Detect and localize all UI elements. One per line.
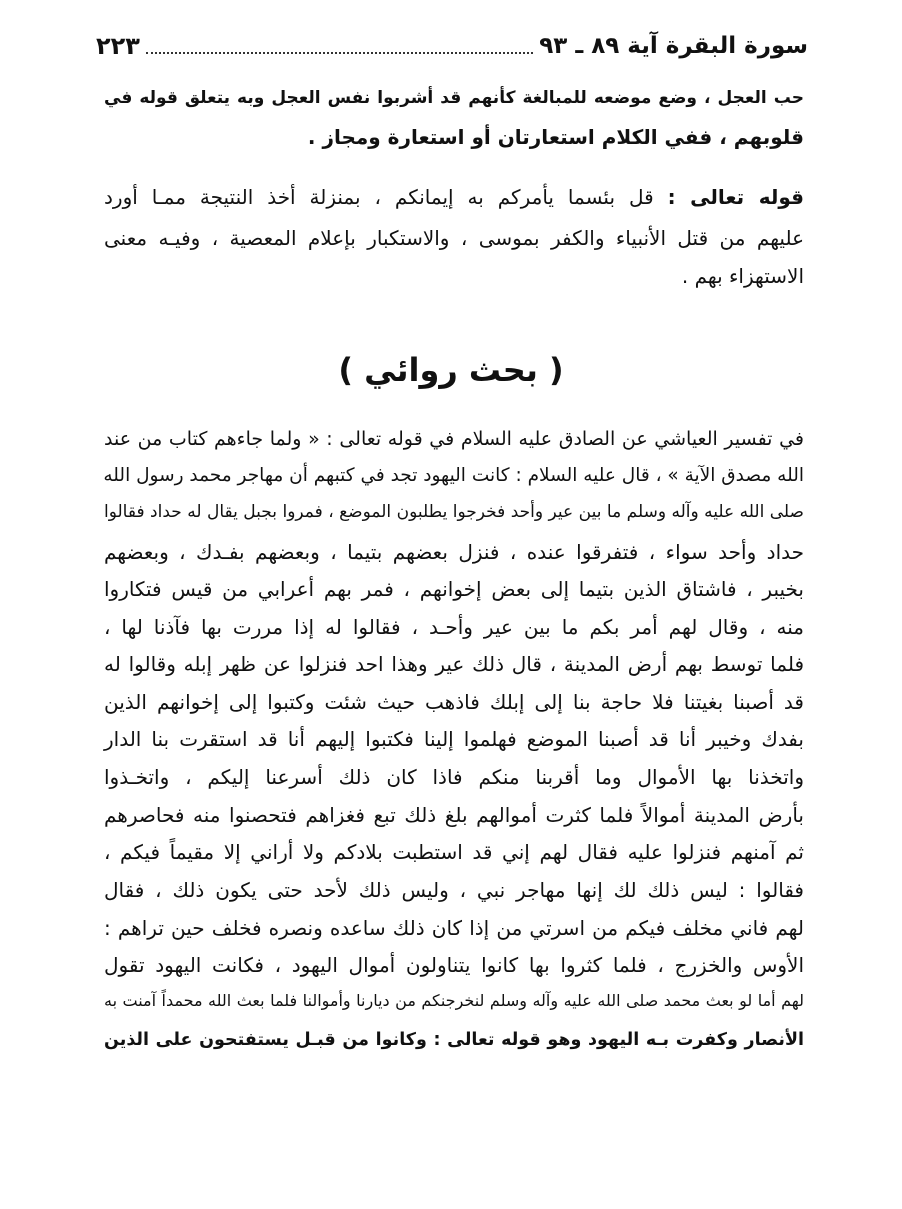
narrative-line: منه ، وقال لهم أمر بكم ما بين عير وأحـد ، فقالوا له إذا مررت بها فآذنا لها ،: [104, 615, 804, 639]
narrative-line: قد أصبنا بغيتنا فلا حاجة بنا إلى إبلك فاذهب حيث شئت وكتبوا إلى إخوانهم الذين: [104, 690, 804, 714]
narrative-line: لهم أما لو بعث محمد صلى الله عليه وآله وسلم لنخرجنكم من ديارنا وأموالنا فلما بعث الله محمداً آمنت به: [104, 991, 804, 1010]
narrative-line: حداد وأحد سواء ، فتفرقوا عنده ، فنزل بعضهم بتيما ، وبعضهم بفـدك ، وبعضهم: [104, 540, 804, 564]
narrative-line: ثم آمنهم فنزلوا عليه فقال لهم إني قد استطبت بلادكم ولا أراني إلا مقيماً فيكم ،: [104, 840, 804, 864]
paragraph-line: حب العجل ، وضع موضعه للمبالغة كأنهم قد أشربوا نفس العجل وبه يتعلق قوله في: [104, 88, 804, 108]
paragraph-line: قلوبهم ، ففي الكلام استعارتان أو استعارة ومجاز .: [307, 125, 804, 149]
paragraph-line: عليهم من قتل الأنبياء والكفر بموسى ، والاستكبار بإعلام المعصية ، وفيـه معنى: [104, 226, 804, 250]
narrative-line: بأرض المدينة أموالاً فلما كثرت أموالهم بلغ ذلك تبع فغزاهم فتحصنوا منه فحاصرهم: [104, 803, 804, 827]
narrative-line: بفدك وخيبر أنا قد أصبنا الموضع فهلموا إلينا فكتبوا إليهم أنا قد استقرت بنا الدار: [104, 727, 804, 751]
narrative-line: في تفسير العياشي عن الصادق عليه السلام في قوله تعالى : « ولما جاءهم كتاب من عند: [104, 428, 804, 450]
page-header: [96, 30, 808, 60]
narrative-line: لهم فاني مخلف فيكم من اسرتي من إذا كان ذلك ساعده ونصره فخلف حين تراهم :: [104, 916, 804, 940]
narrative-line: بخيبر ، فاشتاق الذين بتيما إلى بعض إخوانهم ، فمر بهم أعرابي من قيس فتكاروا: [104, 577, 804, 601]
narrative-line: صلى الله عليه وآله وسلم ما بين عير وأحد فخرجوا يطلبون الموضع ، فمروا بجبل يقال له حداد فقالوا: [104, 502, 804, 522]
dotted-leader: [146, 51, 533, 54]
narrative-line: الأنصار وكفرت بـه اليهود وهو قوله تعالى : وكانوا من قبـل يستفتحون على الذين: [104, 1030, 804, 1050]
narrative-line: فلما توسط بهم أرض المدينة ، قال ذلك عير وهذا احد فنزلوا عن ظهر إبله وقالوا له: [104, 652, 804, 676]
paragraph-line: الاستهزاء بهم .: [681, 264, 804, 288]
narrative-line: الله مصدق الآية » ، قال عليه السلام : كانت اليهود تجد في كتبهم أن مهاجر محمد رسول الله: [103, 465, 804, 486]
narrative-line: واتخذنا بها الأموال وما أقربنا منكم فاذا كان ذلك أسرعنا إليكم ، واتخـذوا: [104, 765, 804, 789]
page-number: ٢٢٣: [96, 32, 140, 60]
paragraph-line: [104, 185, 804, 209]
verse-text: قل بئسما يأمركم به إيمانكم ، بمنزلة أخذ النتيجة ممـا أورد: [104, 185, 654, 209]
narrative-line: الأوس والخزرج ، فلما كثروا بها كانوا يتناولون أموال اليهود ، فكانت اليهود تقول: [104, 953, 804, 977]
narrative-line: فقالوا : ليس ذلك لك إنها مهاجر نبي ، وليس ذلك لأحد حتى يكون ذلك ، فقال: [104, 878, 804, 902]
running-title: سورة البقرة آية ٨٩ ـ ٩٣: [539, 33, 808, 59]
section-title: ( بحث روائي ): [338, 351, 564, 389]
verse-lead: قوله تعالى :: [667, 185, 804, 209]
